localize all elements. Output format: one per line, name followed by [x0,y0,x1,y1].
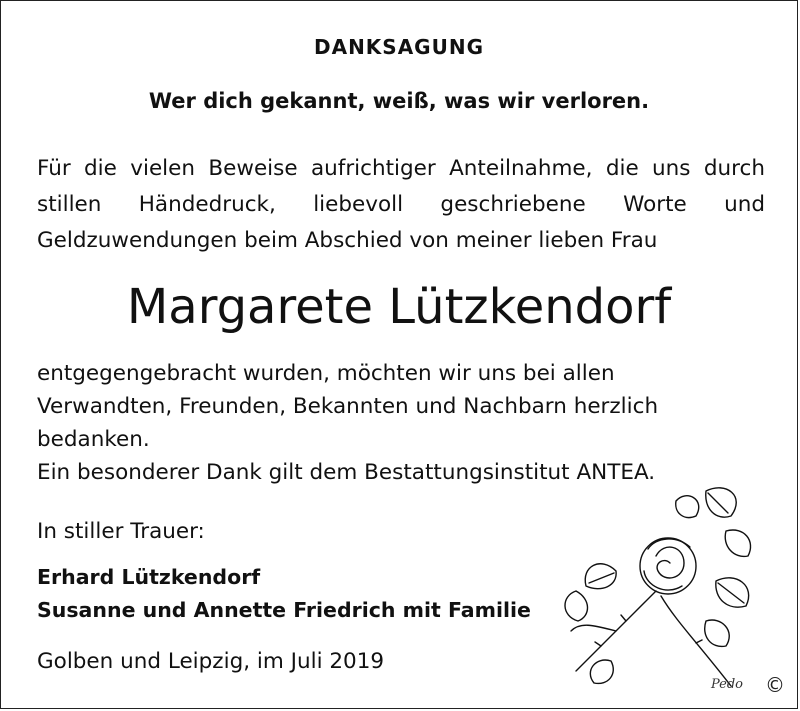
copyright-symbol: © [765,673,785,697]
thanks-line: Ein besonderer Dank gilt dem Bestattungsinstitut ANTEA. [37,460,656,485]
notice-motto: Wer dich gekannt, weiß, was wir verloren. [148,89,650,113]
thanks-paragraph [37,357,757,489]
thanks-line: bedanken. [37,427,150,452]
thanks-line: entgegengebracht wurden, möchten wir uns bei allen [37,361,615,386]
artist-signature: Pedo [711,677,744,692]
signer-name: Erhard Lützkendorf [37,565,261,589]
mourning-label: In stiller Trauer: [37,519,205,544]
place-date: Golben und Leipzig, im Juli 2019 [37,649,385,674]
notice-heading: DANKSAGUNG [313,35,484,59]
intro-line: Für die vielen Beweise aufrichtiger Anteilnahme, die uns [37,156,691,181]
intro-line: Geldzuwendungen beim Abschied von meiner lieben Frau [37,228,658,253]
intro-line: durch stillen Händedruck, liebevoll geschriebene Worte und [37,156,765,217]
signers-list [37,561,531,627]
deceased-name: Margarete Lützkendorf [126,279,672,335]
signer-name: Susanne und Annette Friedrich mit Familie [37,598,531,622]
rose-illustration-icon [556,471,766,696]
thanks-line: Verwandten, Freunden, Bekannten und Nachbarn herzlich [37,394,659,419]
intro-paragraph [37,151,765,259]
